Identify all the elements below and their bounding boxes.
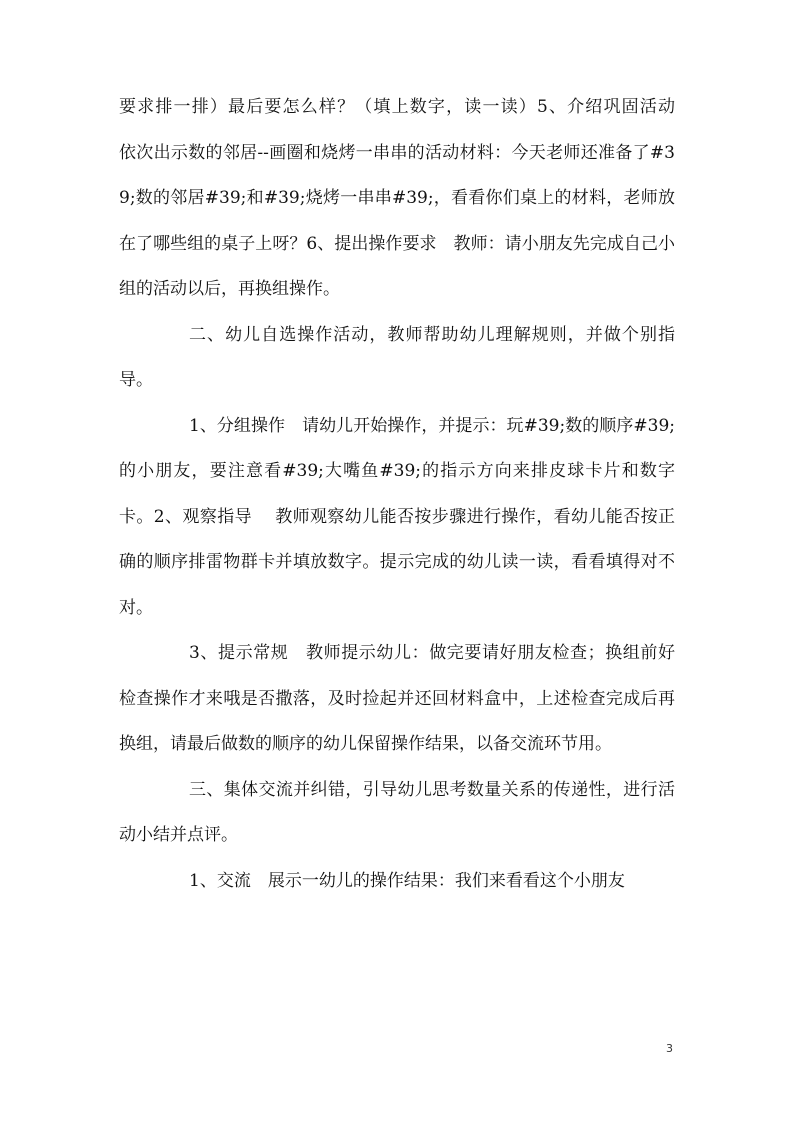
page-number: 3: [666, 1042, 673, 1055]
paragraph-5: 三、集体交流并纠错，引导幼儿思考数量关系的传递性，进行活动小结并点评。: [119, 779, 675, 845]
paragraph-4: 3、提示常规 教师提示幼儿：做完要请好朋友检查；换组前好检查操作才来哦是否撒落，及时捡起并还回材料盒中，上述检查完成后再换组，请最后做数的顺序的幼儿保留操作结果，以备交流环节用。: [119, 643, 675, 754]
document-body: [119, 85, 698, 904]
paragraph-1: 要求排一排）最后要怎么样？（填上数字，读一读）5、介绍巩固活动 依次出示数的邻居--画圈和烧烤一串串的活动材料：今天老师还准备了#39;数的邻居#39;和#39;烧烤一串串#39;，看看你们桌上的材料，老师放在了哪些组的桌子上呀？6、提出操作要求 教师：请小朋友先完成自己小组的活动以后，再换组操作。: [119, 97, 698, 299]
paragraph-3: 1、分组操作 请幼儿开始操作，并提示：玩#39;数的顺序#39;的小朋友，要注意看#39;大嘴鱼#39;的指示方向来排皮球卡片和数字卡。2、观察指导 教师观察幼儿能否按步骤进行操作，看幼儿能否按正确的顺序排雷物群卡并填放数字。提示完成的幼儿读一读，看看填得对不对。: [119, 415, 675, 618]
paragraph-2: 二、幼儿自选操作活动，教师帮助幼儿理解规则，并做个别指导。: [119, 324, 675, 390]
paragraph-6: 1、交流 展示一幼儿的操作结果：我们来看看这个小朋友: [189, 870, 625, 891]
